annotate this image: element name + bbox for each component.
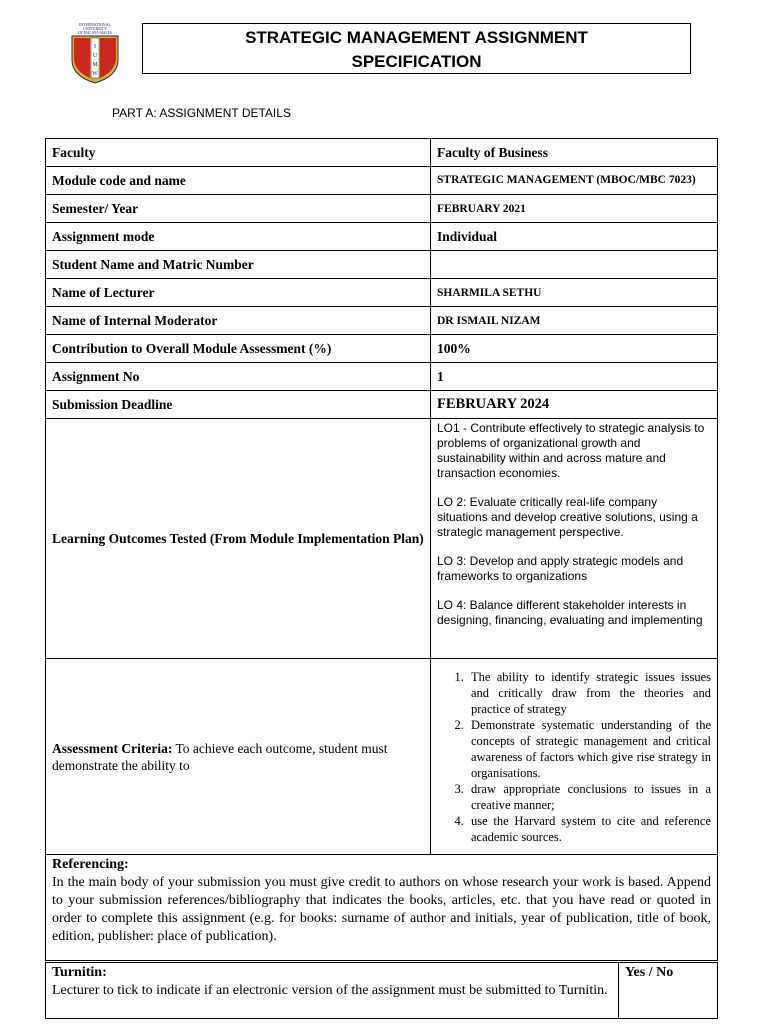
criterion-3: 3. draw appropriate conclusions to issues in a creative manner; (467, 781, 711, 813)
part-a-heading: PART A: ASSIGNMENT DETAILS (112, 106, 291, 120)
semester-label: Semester/ Year (46, 195, 431, 223)
mode-label: Assignment mode (46, 223, 431, 251)
referencing-section (46, 855, 718, 961)
learning-outcomes-label: Learning Outcomes Tested (From Module Implementation Plan) (46, 419, 431, 659)
faculty-label: Faculty (46, 139, 431, 167)
table-row (46, 223, 718, 251)
svg-text:I: I (94, 44, 96, 50)
table-row (46, 363, 718, 391)
logo-text-2: UNIVERSITY (83, 26, 107, 31)
svg-text:U: U (92, 53, 98, 59)
assessment-criteria-desc: To achieve each outcome, student must demonstrate the ability to (52, 740, 388, 773)
assignment-no-label: Assignment No (46, 363, 431, 391)
table-row (46, 391, 718, 419)
moderator-label: Name of Internal Moderator (46, 307, 431, 335)
assignment-details-table (45, 138, 718, 961)
assessment-criteria-label (46, 659, 431, 855)
lecturer-label: Name of Lecturer (46, 279, 431, 307)
logo-text-1: INTERNATIONAL (79, 22, 111, 27)
svg-text:W: W (92, 71, 98, 77)
student-label: Student Name and Matric Number (46, 251, 431, 279)
table-row (46, 855, 718, 961)
referencing-body: In the main body of your submission you must give credit to authors on whose research your work is based. Append to your submission references/bibliography that indicates the books, articles, etc. that you have read or quoted in order to complete this assignment (e.g. for books: surname of author and initials, year of publication, title of book, edition, publisher: place of publication). (52, 875, 711, 944)
module-label: Module code and name (46, 167, 431, 195)
logo-text-3: OF MALAYA-WALES (78, 31, 112, 35)
table-row (46, 279, 718, 307)
assignment-no-value: 1 (431, 363, 718, 391)
learning-outcome-2: LO 2: Evaluate critically real-life company situations and develop creative solutions, using a strategic management perspective. (437, 495, 698, 539)
criterion-4: 4. use the Harvard system to cite and reference academic sources. (467, 813, 711, 845)
learning-outcome-4: LO 4: Balance different stakeholder interests in designing, financing, evaluating and implementing (437, 598, 703, 627)
turnitin-section (46, 963, 619, 1019)
turnitin-table (45, 962, 718, 1019)
svg-text:M: M (92, 62, 98, 68)
contribution-value: 100% (431, 335, 718, 363)
table-row (46, 251, 718, 279)
moderator-value: DR ISMAIL NIZAM (431, 307, 718, 335)
student-value[interactable] (431, 251, 718, 279)
table-row (46, 659, 718, 855)
table-row (46, 167, 718, 195)
assessment-criteria-title: Assessment Criteria: (52, 740, 173, 756)
referencing-title: Referencing: (52, 857, 129, 872)
semester-value: FEBRUARY 2021 (431, 195, 718, 223)
turnitin-title: Turnitin: (52, 965, 107, 980)
deadline-value: FEBRUARY 2024 (431, 391, 718, 419)
table-row (46, 335, 718, 363)
table-row (46, 139, 718, 167)
criterion-2: 2. Demonstrate systematic understanding of the concepts of strategic management and critical awareness of factors which give rise strategy in organisations. (467, 717, 711, 781)
turnitin-body: Lecturer to tick to indicate if an electronic version of the assignment must be submitted to Turnitin. (52, 983, 608, 998)
lecturer-value: SHARMILA SETHU (431, 279, 718, 307)
yes-no-field[interactable]: Yes / No (619, 963, 718, 1019)
university-logo (64, 20, 126, 84)
learning-outcomes-list (431, 419, 718, 659)
faculty-value: Faculty of Business (431, 139, 718, 167)
document-title (142, 23, 691, 74)
title-line-2: SPECIFICATION (351, 52, 482, 71)
learning-outcome-3: LO 3: Develop and apply strategic models and frameworks to organizations (437, 554, 684, 583)
assessment-criteria-list (431, 659, 718, 855)
contribution-label: Contribution to Overall Module Assessment (%) (46, 335, 431, 363)
table-row (46, 419, 718, 659)
table-row (46, 195, 718, 223)
table-row (46, 307, 718, 335)
learning-outcome-1: LO1 - Contribute effectively to strategic analysis to problems of organizational growth and sustainability within and across mature and transaction economies. (437, 421, 705, 480)
table-row (46, 963, 718, 1019)
title-line-1: STRATEGIC MANAGEMENT ASSIGNMENT (245, 28, 588, 47)
module-value: STRATEGIC MANAGEMENT (MBOC/MBC 7023) (431, 167, 718, 195)
criterion-1: 1. The ability to identify strategic issues issues and critically draw from the theories and practice of strategy (467, 669, 711, 717)
mode-value: Individual (431, 223, 718, 251)
deadline-label: Submission Deadline (46, 391, 431, 419)
